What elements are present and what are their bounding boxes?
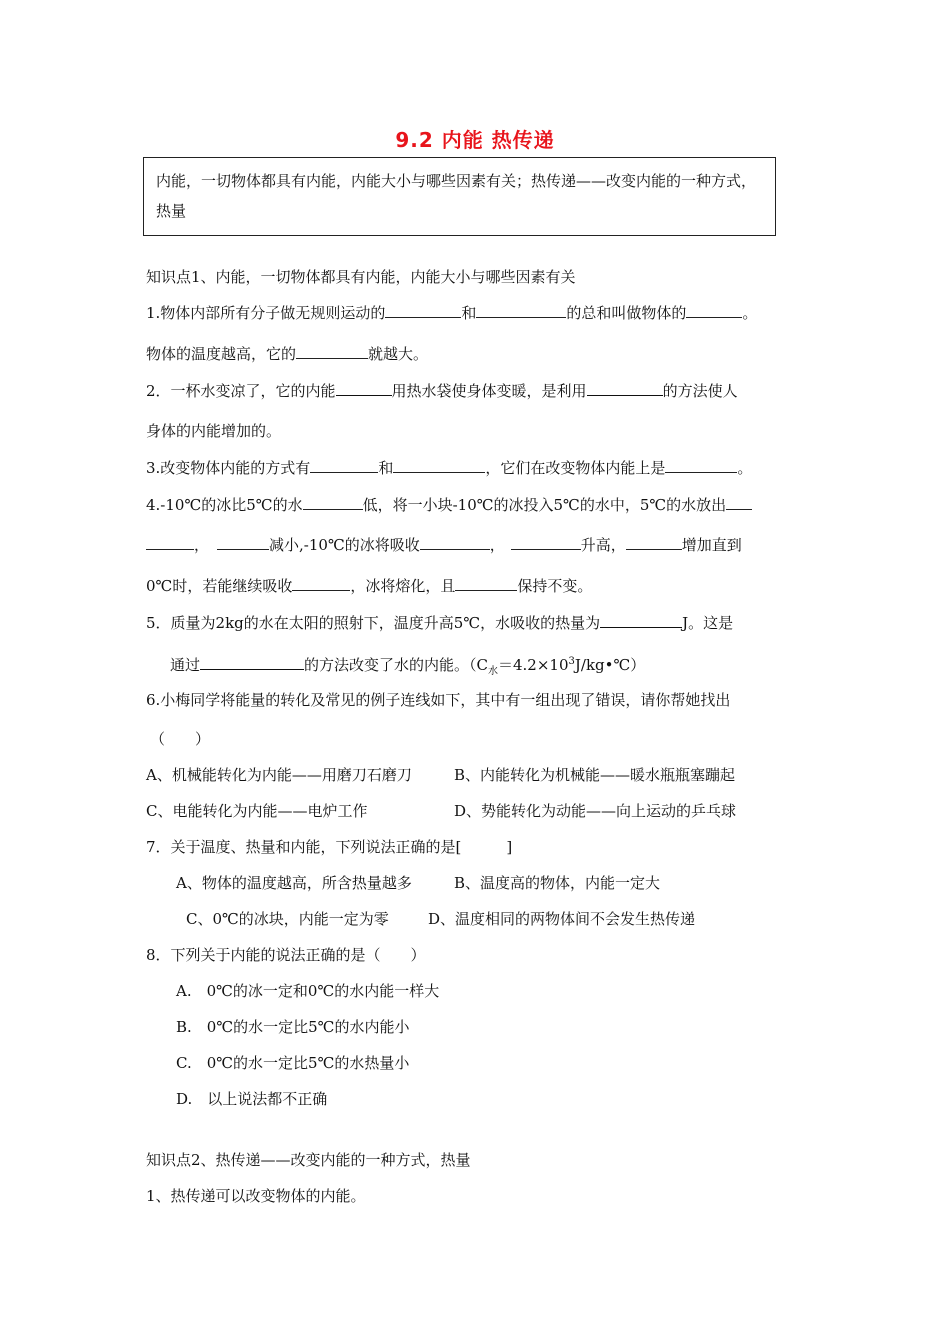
q6-option-a: A、机械能转化为内能——用磨刀石磨刀 [146, 766, 412, 784]
q6-stem: 6.小梅同学将能量的转化及常见的例子连线如下，其中有一组出现了错误，请你帮她找出 [146, 691, 731, 709]
q2-line1: 2．一杯水变凉了，它的内能 用热水袋使身体变暖，是利用 的方法使人 [146, 382, 738, 400]
blank[interactable] [455, 575, 517, 591]
blank[interactable] [626, 534, 682, 550]
summary-box [143, 157, 776, 236]
blank[interactable] [336, 380, 392, 396]
blank[interactable] [303, 494, 363, 510]
kp2-heading: 知识点2、热传递——改变内能的一种方式，热量 [146, 1151, 471, 1169]
blank[interactable] [146, 534, 194, 550]
q1-line1: 1.物体内部所有分子做无规则运动的 和 的总和叫做物体的 。 [146, 304, 758, 322]
q2-line2: 身体的内能增加的。 [146, 422, 282, 440]
q4-line1: 4.-10℃的冰比5℃的水 低，将一小块-10℃的冰投入5℃的水中，5℃的水放出 [146, 494, 752, 515]
q7-option-c: C、0℃的冰块，内能一定为零 [186, 910, 389, 928]
blank[interactable] [200, 654, 304, 670]
blank[interactable] [385, 302, 461, 318]
q7-option-a: A、物体的温度越高，所含热量越多 [176, 874, 412, 892]
blank[interactable] [665, 457, 737, 473]
q6-option-c: C、电能转化为内能——电炉工作 [146, 802, 368, 820]
q8-option-c: C. 0℃的水一定比5℃的水热量小 [176, 1054, 410, 1072]
blank[interactable] [511, 534, 581, 550]
blank[interactable] [686, 302, 742, 318]
summary-text: 内能，一切物体都具有内能，内能大小与哪些因素有关；热传递——改变内能的一种方式，热量 [156, 172, 757, 220]
q6-answer-paren: （ ） [150, 730, 211, 748]
blank[interactable] [217, 534, 269, 550]
q3-line: 3.改变物体内能的方式有 和 ，它们在改变物体内能上是 。 [146, 459, 753, 477]
blank[interactable] [310, 457, 378, 473]
q5-line1: 5．质量为2kg的水在太阳的照射下，温度升高5℃，水吸收的热量为 J。这是 [146, 614, 734, 632]
kp2-item-1: 1、热传递可以改变物体的内能。 [146, 1187, 366, 1205]
blank[interactable] [292, 575, 350, 591]
blank[interactable] [476, 302, 566, 318]
q6-option-d: D、势能转化为动能——向上运动的乒乓球 [454, 802, 737, 820]
q8-option-a: A. 0℃的冰一定和0℃的水内能一样大 [176, 982, 440, 1000]
page-title: 9.2 内能 热传递 [395, 128, 555, 152]
q7-option-d: D、温度相同的两物体间不会发生热传递 [428, 910, 696, 928]
blank[interactable] [587, 380, 663, 396]
q8-option-b: B. 0℃的水一定比5℃的水内能小 [176, 1018, 410, 1036]
q8-option-d: D. 以上说法都不正确 [176, 1090, 328, 1108]
q4-line3: 0℃时，若能继续吸收 ，冰将熔化，且 保持不变。 [146, 577, 593, 595]
kp1-heading: 知识点1、内能，一切物体都具有内能，内能大小与哪些因素有关 [146, 268, 576, 286]
q8-stem: 8．下列关于内能的说法正确的是（ ） [146, 946, 426, 964]
blank[interactable] [600, 612, 682, 628]
blank[interactable] [296, 343, 368, 359]
q5-line2: 通过 的方法改变了水的内能。$(C_水=4.2\times 10^3J/kg•℃)$ [170, 656, 646, 677]
blank[interactable] [726, 494, 752, 510]
q7-option-b: B、温度高的物体，内能一定大 [454, 874, 661, 892]
blank[interactable] [420, 534, 490, 550]
q6-option-b: B、内能转化为机械能——暖水瓶瓶塞蹦起 [454, 766, 736, 784]
q7-stem: 7．关于温度、热量和内能，下列说法正确的是[ ] [146, 838, 513, 856]
q4-line2: ， 减小,-10℃的冰将吸收 ， 升高， 增加直到 [146, 534, 742, 555]
q1-line2: 物体的温度越高，它的 就越大。 [146, 345, 429, 363]
blank[interactable] [393, 457, 485, 473]
